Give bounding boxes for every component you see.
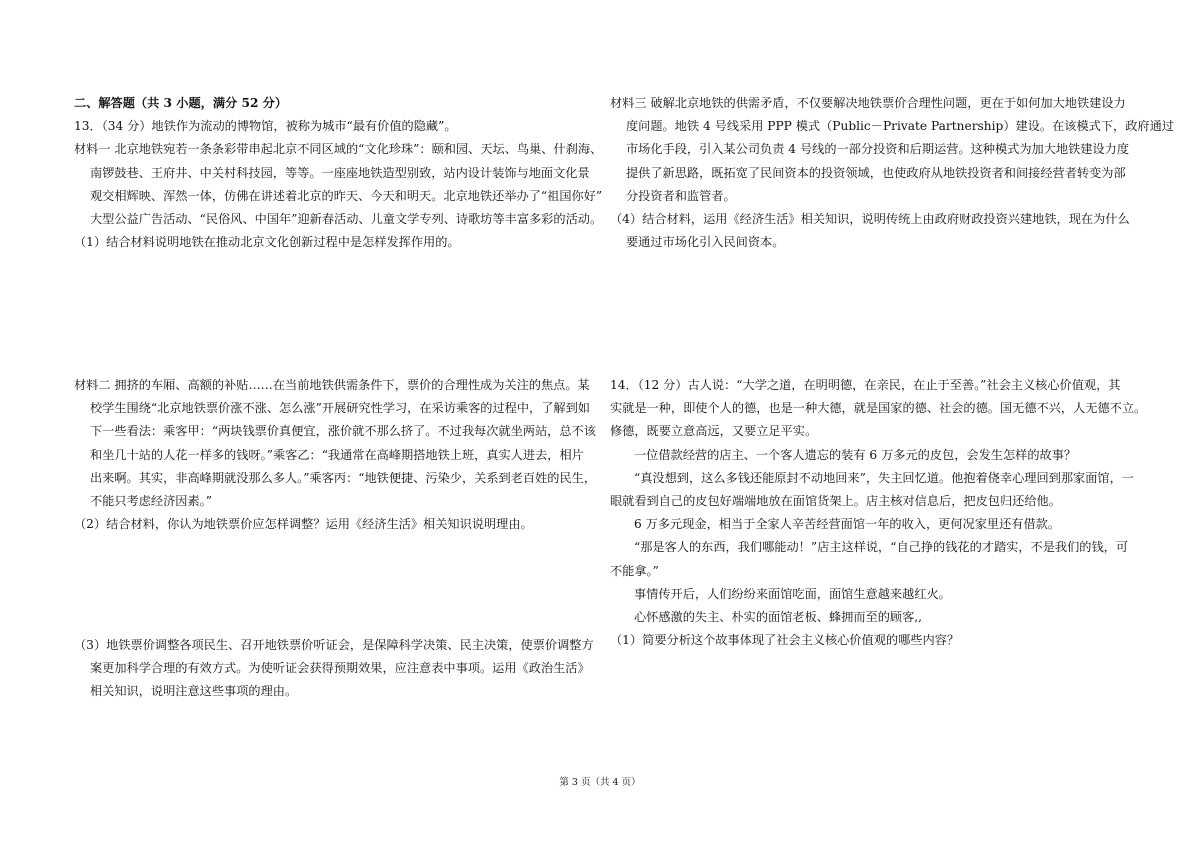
q14-story-line: 眼就看到自己的皮包好端端地放在面馆货架上。店主核对信息后，把皮包归还给他。 (610, 493, 1061, 508)
q14-story-line: “真没想到，这么多钱还能原封不动地回来”，失主回忆道。他抱着侥幸心理回到那家面馆，一 (634, 470, 1134, 485)
q14-story-line: 不能拿。” (610, 563, 659, 578)
q14-story-line: 事情传开后，人们纷纷来面馆吃面，面馆生意越来越红火。 (634, 586, 951, 601)
q13-stem: 13．（34 分）地铁作为流动的博物馆，被称为城市“最有价值的隐藏”。 (74, 119, 457, 134)
page-footer: 第 3 页（共 4 页） (559, 777, 641, 788)
material2-line: 下一些看法：乘客甲：“两块钱票价真便宜，涨价就不那么挤了。不过我每次就坐两站，总不该 (90, 424, 596, 439)
material1-line: 观交相辉映、浑然一体，仿佛在讲述着北京的昨天、今天和明天。北京地铁还举办了“祖国你好” (90, 188, 603, 203)
q13-question3-line: 相关知识，说明注意这些事项的理由。 (90, 684, 298, 699)
q14-block (610, 374, 1147, 652)
q14-story-line: 6 万多元现金，相当于全家人辛苦经营面馆一年的收入，更何况家里还有借款。 (634, 517, 1061, 532)
q13-question3-line: 案更加科学合理的有效方式。为使听证会获得预期效果，应注意表中事项。运用《政治生活》 (90, 661, 590, 676)
section-heading: 二、解答题（共 3 小题，满分 52 分） (74, 96, 288, 110)
material3-line: 度问题。地铁 4 号线采用 PPP 模式（Public－Private Partnership）建设。在该模式下，政府通过 (626, 119, 1174, 134)
material3-block (610, 92, 1174, 254)
q13-question4-line: （4）结合材料，运用《经济生活》相关知识，说明传统上由政府财政投资兴建地铁，现在为什么 (610, 211, 1130, 226)
material3-line: 市场化手段，引入某公司负责 4 号线的一部分投资和后期运营。这种模式为加大地铁建设力度 (626, 142, 1130, 157)
q14-question1: （1）简要分析这个故事体现了社会主义核心价值观的哪些内容？ (610, 633, 960, 648)
q13-top-block (74, 92, 603, 254)
material3-line: 提供了新思路，既拓宽了民间资本的投资领域，也使政府从地铁投资者和间接经营者转变为部 (626, 165, 1126, 180)
material2-line: 校学生围绕“北京地铁票价涨不涨、怎么涨”开展研究性学习，在采访乘客的过程中，了解到如 (90, 401, 590, 416)
q13-question1: （1）结合材料说明地铁在推动北京文化创新过程中是怎样发挥作用的。 (74, 235, 460, 250)
material2-line: 和坐几十站的人花一样多的钱呀。”乘客乙：“我通常在高峰期搭地铁上班，真实人进去，相片 (90, 447, 584, 462)
q13-question2: （2）结合材料，你认为地铁票价应怎样调整？运用《经济生活》相关知识说明理由。 (74, 517, 533, 532)
q13-question4-line: 要通过市场化引入民间资本。 (626, 235, 785, 250)
q14-story-line: “那是客人的东西，我们哪能动！”店主这样说，“自己挣的钱花的才踏实，不是我们的钱，可 (634, 540, 1129, 555)
material1-line: 南锣鼓巷、王府井、中关村科技园，等等。一座座地铁造型别致，站内设计装饰与地面文化景 (90, 165, 590, 180)
q14-stem-line: 实就是一种，即使个人的德，也是一种大德，就是国家的德、社会的德。国无德不兴，人无德不立。 (610, 401, 1147, 416)
q14-stem-line: 14．（12 分）古人说：“大学之道，在明明德，在亲民，在止于至善。”社会主义核心价值观，其 (610, 378, 1121, 392)
material1-line: 材料一 北京地铁宛若一条条彩带串起北京不同区域的“文化珍珠”：颐和园、天坛、鸟巢、什刹海、 (74, 142, 603, 157)
material2-line: 不能只考虑经济因素。” (90, 493, 213, 508)
material3-line: 分投资者和监管者。 (626, 188, 736, 203)
q14-story-line: 心怀感激的失主、朴实的面馆老板、蜂拥而至的顾客,, (634, 609, 923, 624)
q14-story-line: 一位借款经营的店主、一个客人遗忘的装有 6 万多元的皮包，会发生怎样的故事？ (634, 447, 1077, 462)
material2-line: 材料二 拥挤的车厢、高额的补贴……在当前地铁供需条件下，票价的合理性成为关注的焦点。某 (74, 378, 590, 392)
question3-block (74, 634, 596, 704)
q13-question3-line: （3）地铁票价调整各项民生、召开地铁票价听证会，是保障科学决策、民主决策，使票价调整方 (74, 638, 594, 652)
material1-line: 大型公益广告活动、“民俗风、中国年”迎新春活动、儿童文学专列、诗歌坊等丰富多彩的活动。 (90, 211, 603, 226)
material2-line: 出来啊。其实，非高峰期就没那么多人。”乘客丙：“地铁便捷、污染少，关系到老百姓的民生， (90, 470, 597, 485)
material2-block (74, 374, 596, 536)
q14-stem-line: 修德，既要立意高远，又要立足平实。 (610, 424, 818, 439)
material3-line: 材料三 破解北京地铁的供需矛盾，不仅要解决地铁票价合理性问题，更在于如何加大地铁建设力 (610, 96, 1126, 110)
